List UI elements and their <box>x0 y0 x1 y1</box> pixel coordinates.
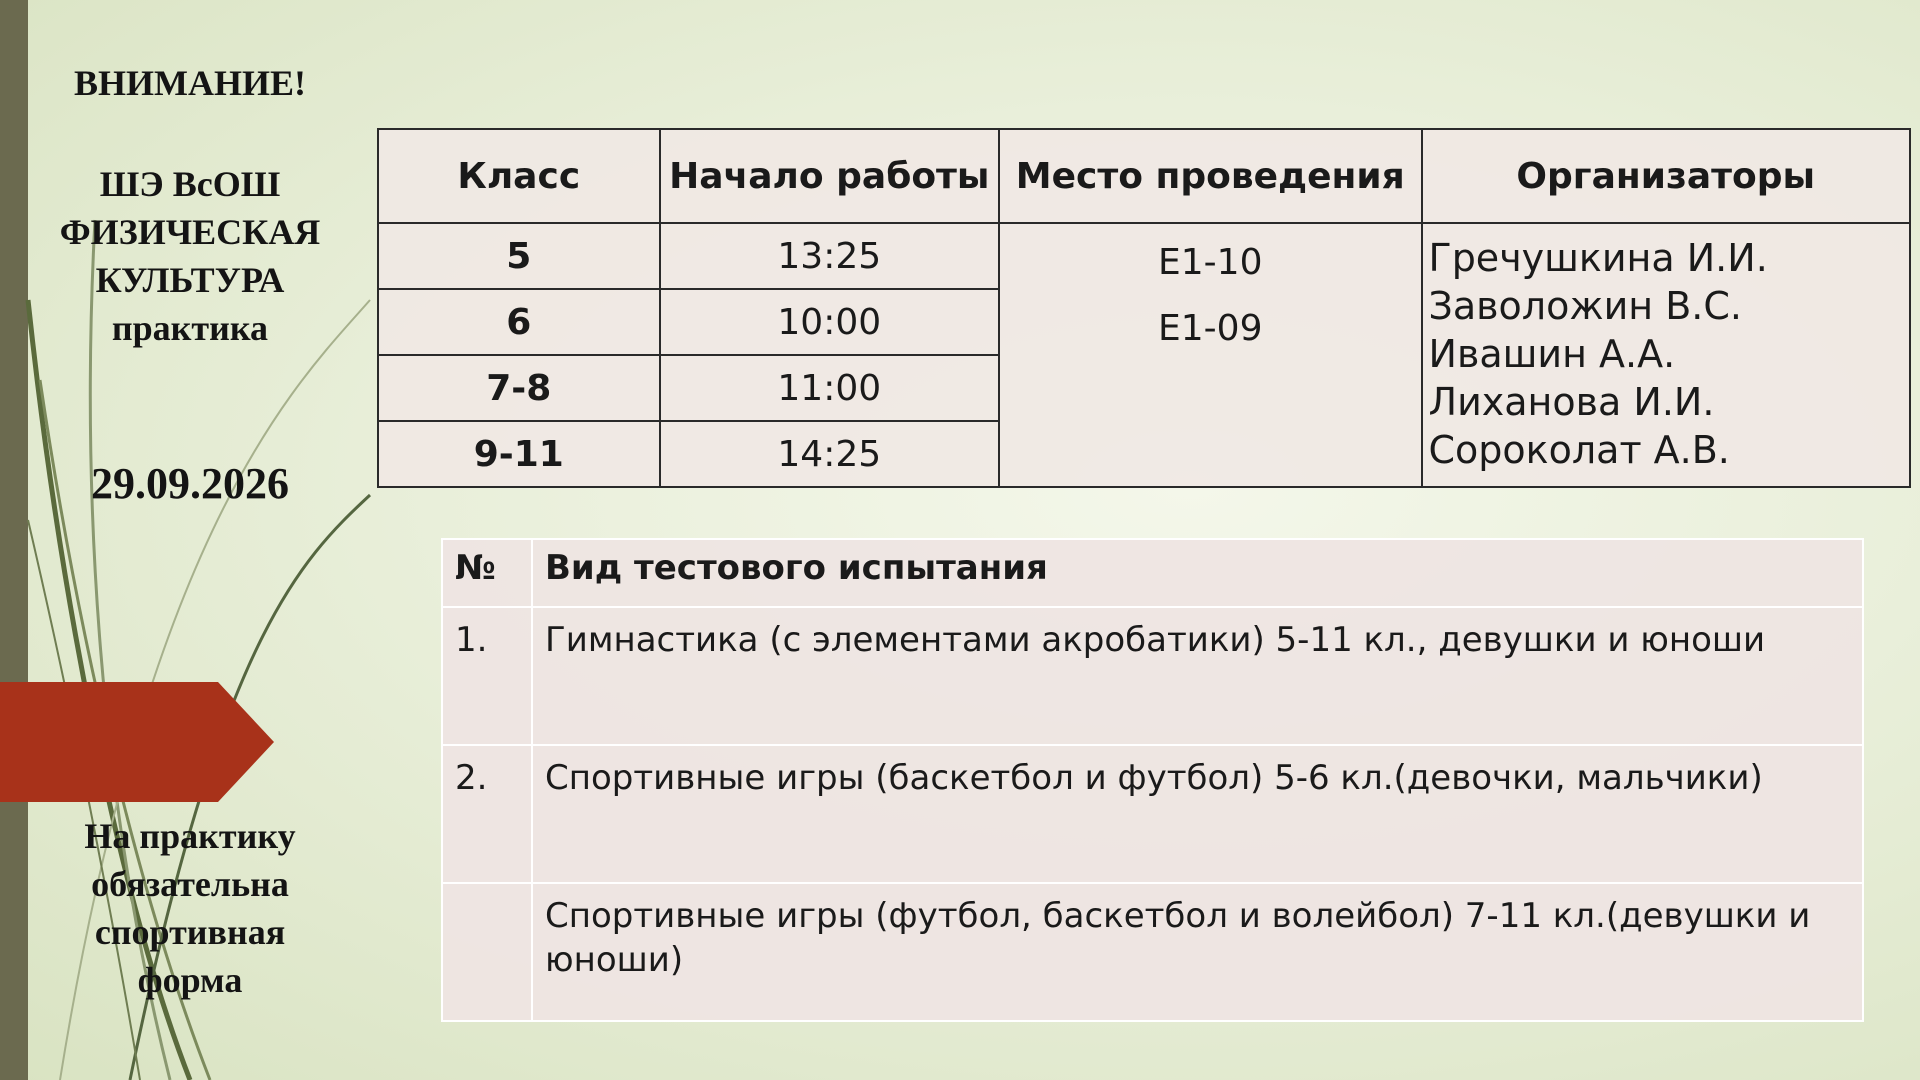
location-room: Е1-09 <box>1158 308 1263 349</box>
test-description-cell: Гимнастика (с элементами акробатики) 5-11 кл., девушки и юноши <box>532 607 1863 745</box>
header-grade: Класс <box>378 129 660 223</box>
grade-cell: 7-8 <box>378 355 660 421</box>
subject-line: ФИЗИЧЕСКАЯ <box>59 212 321 252</box>
header-location: Место проведения <box>999 129 1422 223</box>
start-time-cell: 14:25 <box>660 421 999 487</box>
table-row <box>442 607 1863 745</box>
header-number: № <box>442 539 532 607</box>
organizer-name: Гречушкина И.И. <box>1428 236 1768 280</box>
table-row <box>442 883 1863 1021</box>
table-row <box>378 223 1910 289</box>
note-line: спортивная <box>94 912 286 952</box>
organizer-name: Заволожин В.С. <box>1428 284 1742 328</box>
table-row <box>442 745 1863 883</box>
tests-table <box>441 538 1864 1022</box>
schedule-header-row <box>378 129 1910 223</box>
start-time-cell: 13:25 <box>660 223 999 289</box>
organizer-name: Сороколат А.В. <box>1428 428 1730 472</box>
grade-cell: 5 <box>378 223 660 289</box>
note-line: обязательна <box>91 864 289 904</box>
note-line: форма <box>137 960 243 1000</box>
test-number-cell: 1. <box>442 607 532 745</box>
test-description-cell: Спортивные игры (футбол, баскетбол и волейбол) 7-11 кл.(девушки и юноши) <box>532 883 1863 1021</box>
header-test-type: Вид тестового испытания <box>532 539 1863 607</box>
grade-cell: 6 <box>378 289 660 355</box>
test-number-cell: 2. <box>442 745 532 883</box>
start-time-cell: 10:00 <box>660 289 999 355</box>
event-date: 29.09.2026 <box>91 459 289 508</box>
grade-cell: 9-11 <box>378 421 660 487</box>
tests-header-row <box>442 539 1863 607</box>
olympiad-subject <box>30 160 350 352</box>
subject-line: ШЭ ВсОШ <box>99 164 281 204</box>
location-room: Е1-10 <box>1158 242 1263 283</box>
uniform-note <box>30 812 350 1004</box>
header-organizers: Организаторы <box>1422 129 1910 223</box>
subject-line: КУЛЬТУРА <box>95 260 285 300</box>
test-description-cell: Спортивные игры (баскетбол и футбол) 5-6 кл.(девочки, мальчики) <box>532 745 1863 883</box>
location-cell <box>999 223 1422 487</box>
organizer-name: Ивашин А.А. <box>1428 332 1676 376</box>
header-start-time: Начало работы <box>660 129 999 223</box>
test-number-cell <box>442 883 532 1021</box>
attention-heading: ВНИМАНИЕ! <box>74 63 306 103</box>
schedule-table <box>377 128 1911 488</box>
organizers-cell <box>1422 223 1910 487</box>
start-time-cell: 11:00 <box>660 355 999 421</box>
subject-line: практика <box>111 308 269 348</box>
note-line: На практику <box>84 816 296 856</box>
organizer-name: Лиханова И.И. <box>1428 380 1715 424</box>
